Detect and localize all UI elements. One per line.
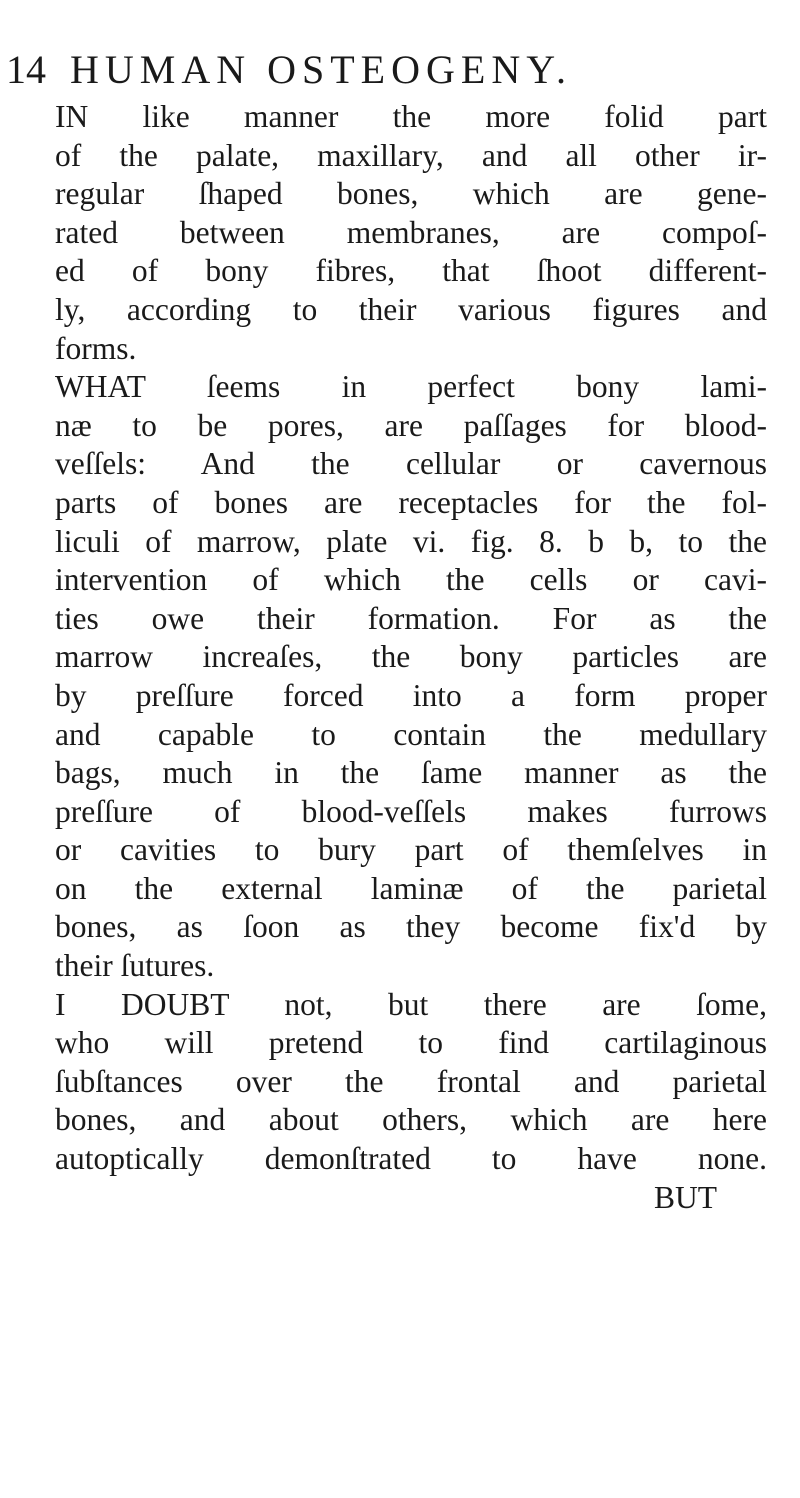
text-line: bones, and about others, which are here: [55, 1102, 767, 1138]
text-line: intervention of which the cells or cavi-: [55, 562, 767, 598]
text-line: IN like manner the more folid part: [55, 99, 767, 134]
text-line: ed of bony fibres, that ſhoot different-: [55, 253, 767, 289]
running-title: HUMAN OSTEOGENY.: [70, 47, 572, 92]
text-line: regular ſhaped bones, which are gene-: [55, 176, 767, 212]
catchword: BUT: [654, 1179, 717, 1215]
text-line: on the external laminæ of the parietal: [55, 870, 767, 906]
text-line: ſubſtances over the frontal and parietal: [55, 1063, 767, 1099]
text-line: of the palate, maxillary, and all other ir-: [55, 137, 767, 173]
text-line: autoptically demonſtrated to have none.: [55, 1141, 767, 1177]
text-line: ties owe their formation. For as the: [55, 600, 767, 636]
text-line: who will pretend to find cartilaginous: [55, 1025, 767, 1061]
text-line: marrow increaſes, the bony particles are: [55, 639, 767, 675]
text-line: bones, as ſoon as they become fix'd by: [55, 909, 767, 945]
text-line: their ſutures.: [55, 948, 215, 984]
text-line: or cavities to bury part of themſelves in: [55, 832, 767, 868]
text-line: bags, much in the ſame manner as the: [55, 755, 767, 791]
text-line: and capable to contain the medullary: [55, 716, 767, 752]
text-line: ly, according to their various figures and: [55, 291, 767, 327]
body-text: [55, 98, 767, 1217]
text-line: veſſels: And the cellular or cavernous: [55, 446, 767, 482]
text-line: næ to be pores, are paſſages for blood-: [55, 407, 767, 443]
text-line: preſſure of blood-veſſels makes furrows: [55, 793, 767, 829]
text-line: WHAT ſeems in perfect bony lami-: [55, 369, 767, 405]
text-line: liculi of marrow, plate vi. fig. 8. b b, to the: [55, 523, 767, 559]
text-line: rated between membranes, are compoſ-: [55, 214, 767, 250]
text-line: I DOUBT not, but there are ſome,: [55, 986, 767, 1022]
text-line: parts of bones are receptacles for the fol-: [55, 484, 767, 520]
page-number: 14: [6, 47, 46, 92]
text-line: by preſſure forced into a form proper: [55, 677, 767, 713]
text-line: forms.: [55, 330, 137, 366]
